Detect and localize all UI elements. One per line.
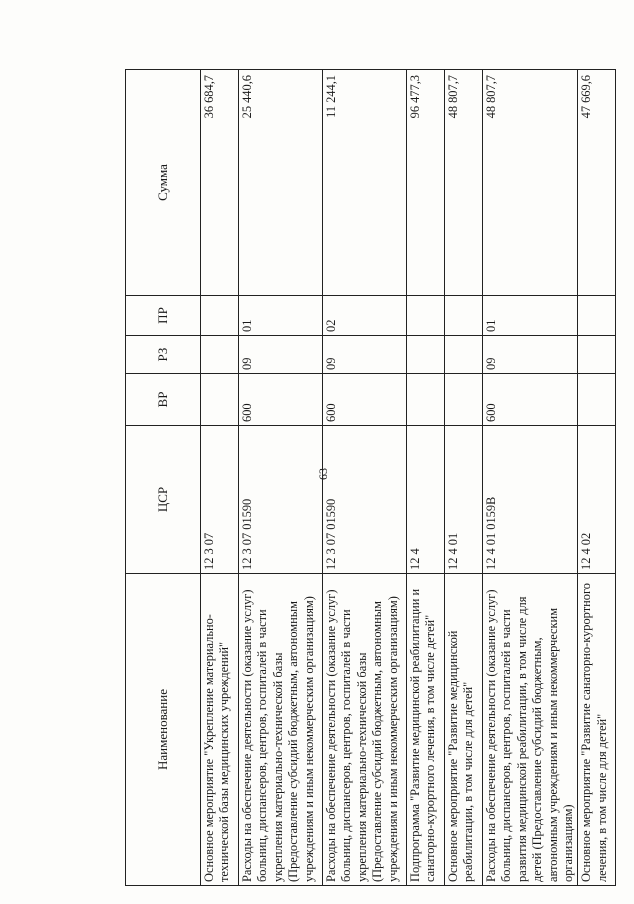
cell-rz: 09 — [483, 336, 578, 374]
cell-sum: 25 440,6 — [239, 70, 323, 296]
cell-vr: 600 — [483, 374, 578, 426]
cell-pr: 01 — [483, 296, 578, 336]
cell-rz: 09 — [323, 336, 407, 374]
cell-name: Расходы на обеспечение деятельности (оказание услуг) больниц, диспансеров, центров, госпиталей в части укрепления материально-технической базы (Предоставление субсидий бюджетным, автономным учреждениям и иным некоммерческим организациям) — [323, 574, 407, 886]
header-vr: ВР — [126, 374, 201, 426]
table-row — [483, 70, 578, 886]
cell-pr: 02 — [323, 296, 407, 336]
cell-pr: 01 — [239, 296, 323, 336]
budget-table — [125, 69, 616, 886]
cell-csr: 12 4 — [407, 426, 445, 574]
table-row — [407, 70, 445, 886]
cell-sum: 11 244,1 — [323, 70, 407, 296]
table-row — [239, 70, 323, 886]
cell-csr: 12 3 07 01590 — [239, 426, 323, 574]
cell-rz — [445, 336, 483, 374]
cell-csr: 12 4 01 0159В — [483, 426, 578, 574]
cell-rz — [201, 336, 239, 374]
cell-vr: 600 — [239, 374, 323, 426]
cell-vr — [445, 374, 483, 426]
cell-vr: 600 — [323, 374, 407, 426]
header-pr: ПР — [126, 296, 201, 336]
cell-pr — [201, 296, 239, 336]
cell-rz — [578, 336, 616, 374]
cell-csr: 12 3 07 — [201, 426, 239, 574]
cell-name: Основное мероприятие "Развитие санаторно-курортного лечения, в том числе для детей" — [578, 574, 616, 886]
cell-pr — [445, 296, 483, 336]
cell-csr: 12 4 01 — [445, 426, 483, 574]
cell-sum: 48 807,7 — [445, 70, 483, 296]
budget-table-wrapper — [125, 70, 609, 886]
cell-pr — [578, 296, 616, 336]
header-csr: ЦСР — [126, 426, 201, 574]
cell-sum: 48 807,7 — [483, 70, 578, 296]
table-row — [445, 70, 483, 886]
cell-csr: 12 3 07 01590 — [323, 426, 407, 574]
cell-sum: 36 684,7 — [201, 70, 239, 296]
cell-sum: 96 477,3 — [407, 70, 445, 296]
cell-name: Основное мероприятие "Развитие медицинской реабилитации, в том числе для детей" — [445, 574, 483, 886]
header-sum: Сумма — [126, 70, 201, 296]
header-name: Наименование — [126, 574, 201, 886]
cell-pr — [407, 296, 445, 336]
table-row — [323, 70, 407, 886]
table-header-row — [126, 70, 201, 886]
cell-vr — [201, 374, 239, 426]
cell-name: Расходы на обеспечение деятельности (оказание услуг) больниц, диспансеров, центров, госпиталей в части развития медицинской реабилитации, в том числе для детей (Предоставление субсидий бюджетным, автономным учреждениям и иным некоммерческим организациям) — [483, 574, 578, 886]
cell-vr — [407, 374, 445, 426]
cell-name: Расходы на обеспечение деятельности (оказание услуг) больниц, диспансеров, центров, госпиталей в части укрепления материально-технической базы (Предоставление субсидий бюджетным, автономным учреждениям и иным некоммерческим организациям) — [239, 574, 323, 886]
cell-vr — [578, 374, 616, 426]
cell-name: Подпрограмма "Развитие медицинской реабилитации и санаторно-курортного лечения, в том числе детей" — [407, 574, 445, 886]
page-number: 63 — [316, 468, 330, 480]
cell-name: Основное мероприятие "Укрепление материально-технической базы медицинских учреждений" — [201, 574, 239, 886]
table-row — [201, 70, 239, 886]
table-row — [578, 70, 616, 886]
cell-rz — [407, 336, 445, 374]
cell-rz: 09 — [239, 336, 323, 374]
header-rz: РЗ — [126, 336, 201, 374]
cell-csr: 12 4 02 — [578, 426, 616, 574]
cell-sum: 47 669,6 — [578, 70, 616, 296]
